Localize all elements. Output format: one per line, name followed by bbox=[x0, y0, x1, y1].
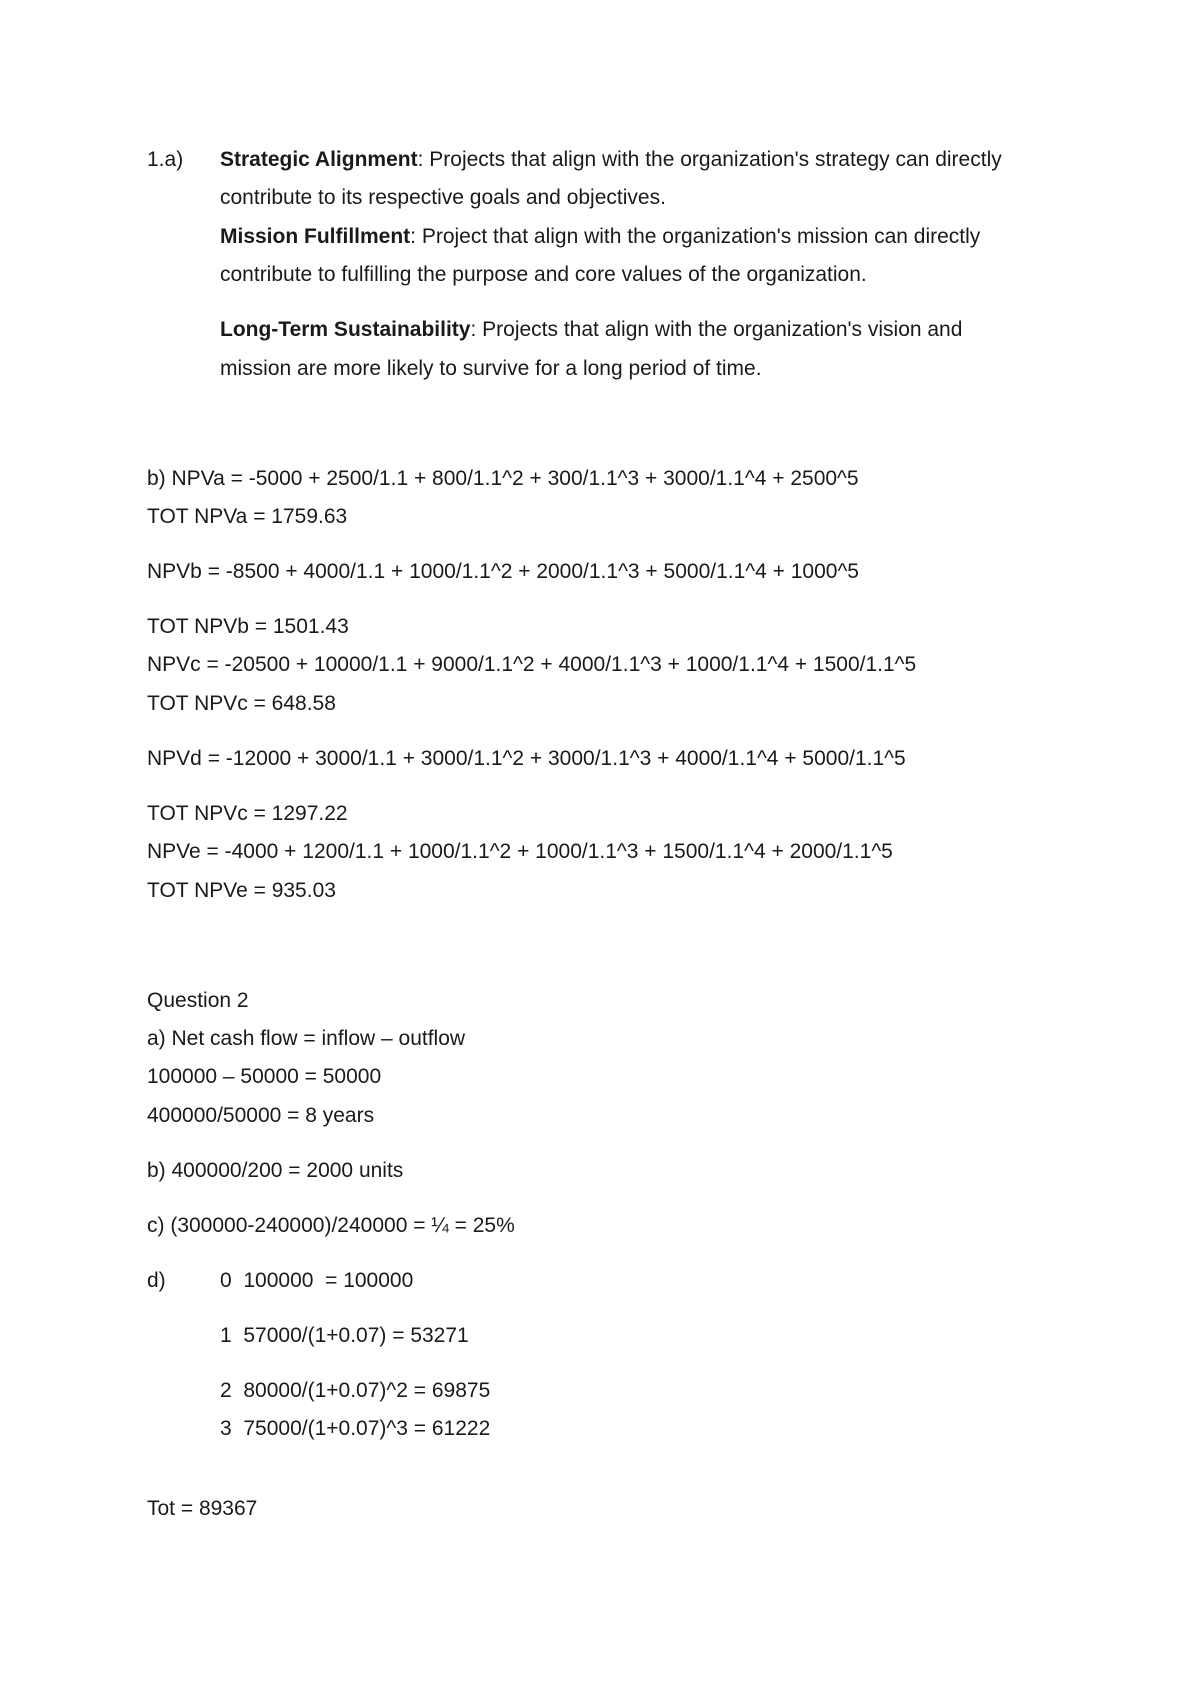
q2a-line: 400000/50000 = 8 years bbox=[147, 1104, 375, 1127]
question-2-heading: Question 2 bbox=[147, 989, 249, 1012]
long-term-sustainability-title: Long-Term Sustainability bbox=[220, 318, 471, 341]
mission-fulfillment-line-2: contribute to fulfilling the purpose and core values of the organization. bbox=[220, 263, 867, 286]
long-term-sustainability-line-1 bbox=[220, 318, 962, 342]
q2d-row: 3 75000/(1+0.07)^3 = 61222 bbox=[220, 1417, 491, 1440]
strategic-alignment-title: Strategic Alignment bbox=[220, 148, 418, 171]
strategic-alignment-line-2: contribute to its respective goals and objectives. bbox=[220, 186, 666, 209]
q2b-line: b) 400000/200 = 2000 units bbox=[147, 1159, 404, 1182]
npv-line: TOT NPVc = 1297.22 bbox=[147, 802, 348, 825]
q2d-label: d) bbox=[147, 1269, 166, 1292]
mission-fulfillment-text: : Project that align with the organization's mission can directly bbox=[410, 225, 981, 248]
q2d-row: 1 57000/(1+0.07) = 53271 bbox=[220, 1324, 469, 1347]
npv-line: NPVe = -4000 + 1200/1.1 + 1000/1.1^2 + 1000/1.1^3 + 1500/1.1^4 + 2000/1.1^5 bbox=[147, 840, 893, 863]
q2-total: Tot = 89367 bbox=[147, 1497, 258, 1520]
long-term-sustainability-text: : Projects that align with the organization's vision and bbox=[470, 318, 963, 341]
mission-fulfillment-line-1 bbox=[220, 225, 980, 249]
npv-line: b) NPVa = -5000 + 2500/1.1 + 800/1.1^2 + 300/1.1^3 + 3000/1.1^4 + 2500^5 bbox=[147, 467, 859, 490]
q2a-line: a) Net cash flow = inflow – outflow bbox=[147, 1027, 466, 1050]
npv-line: TOT NPVa = 1759.63 bbox=[147, 505, 348, 528]
q2d-row: 0 100000 = 100000 bbox=[220, 1269, 414, 1292]
npv-line: TOT NPVe = 935.03 bbox=[147, 879, 336, 902]
mission-fulfillment-title: Mission Fulfillment bbox=[220, 225, 411, 248]
npv-line: TOT NPVc = 648.58 bbox=[147, 692, 336, 715]
q1-label: 1.a) bbox=[147, 148, 184, 171]
npv-line: NPVb = -8500 + 4000/1.1 + 1000/1.1^2 + 2000/1.1^3 + 5000/1.1^4 + 1000^5 bbox=[147, 560, 859, 583]
npv-line: NPVd = -12000 + 3000/1.1 + 3000/1.1^2 + 3000/1.1^3 + 4000/1.1^4 + 5000/1.1^5 bbox=[147, 747, 906, 770]
strategic-alignment-text: : Projects that align with the organization's strategy can directly bbox=[417, 148, 1002, 171]
q2d-row: 2 80000/(1+0.07)^2 = 69875 bbox=[220, 1379, 491, 1402]
q2c-line: c) (300000-240000)/240000 = ¼ = 25% bbox=[147, 1214, 515, 1237]
npv-line: NPVc = -20500 + 10000/1.1 + 9000/1.1^2 + 4000/1.1^3 + 1000/1.1^4 + 1500/1.1^5 bbox=[147, 653, 917, 676]
q2a-line: 100000 – 50000 = 50000 bbox=[147, 1065, 382, 1088]
npv-line: TOT NPVb = 1501.43 bbox=[147, 615, 349, 638]
long-term-sustainability-line-2: mission are more likely to survive for a long period of time. bbox=[220, 357, 762, 380]
strategic-alignment-line-1 bbox=[220, 148, 1002, 172]
